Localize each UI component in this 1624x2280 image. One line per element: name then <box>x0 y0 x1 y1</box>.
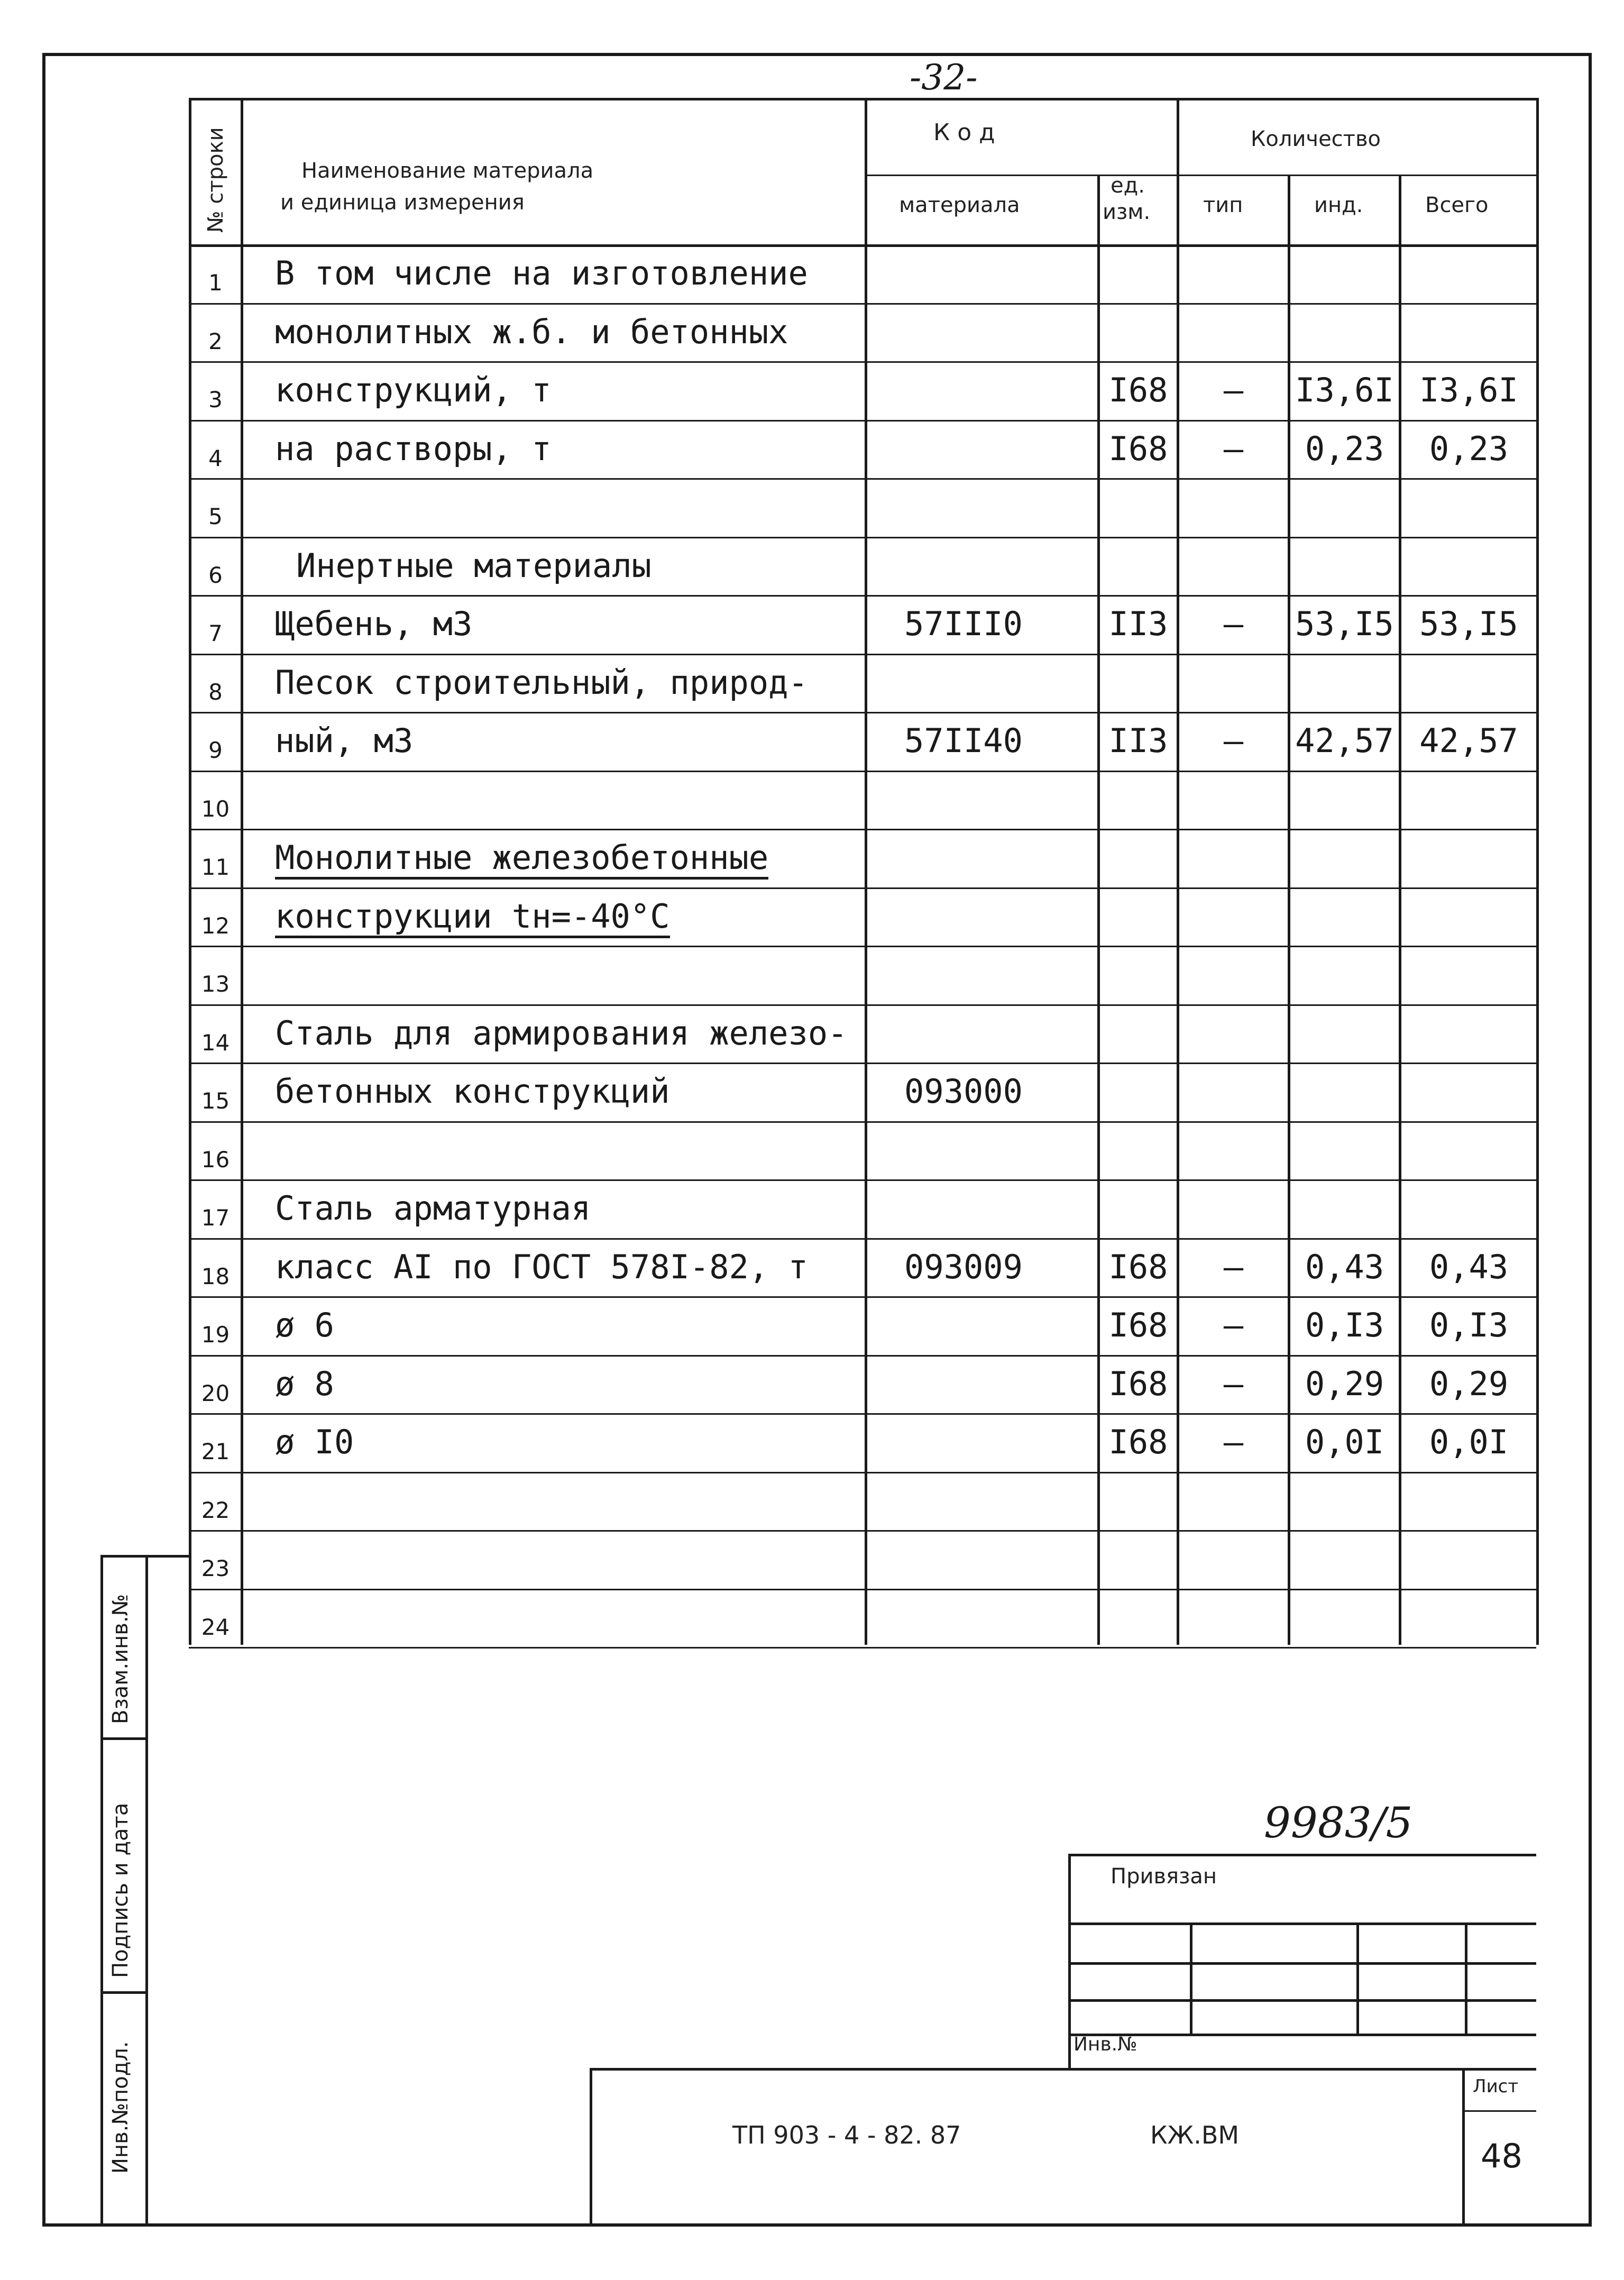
row-line <box>189 361 1536 363</box>
row-number: 24 <box>201 1614 230 1640</box>
row-unit: I68 <box>1108 1365 1168 1403</box>
row-tip: – <box>1223 605 1244 643</box>
row-ind: I3,6I <box>1295 371 1394 409</box>
row-line <box>189 303 1536 305</box>
row-unit: I68 <box>1108 1248 1168 1286</box>
row-line <box>189 1647 1536 1649</box>
header-name-1: Наименование материала <box>301 159 594 183</box>
row-line <box>189 1530 1536 1532</box>
row-unit: II3 <box>1108 605 1168 643</box>
row-line <box>189 1413 1536 1415</box>
row-line <box>189 420 1536 422</box>
row-line <box>189 946 1536 947</box>
row-line <box>189 1063 1536 1064</box>
header-tip: тип <box>1203 193 1243 217</box>
row-line <box>189 654 1536 655</box>
row-number: 11 <box>201 854 230 880</box>
row-line <box>865 175 1536 176</box>
row-line <box>189 478 1536 480</box>
row-number: 15 <box>201 1088 230 1114</box>
handwritten-number: 9983/5 <box>1264 1798 1413 1847</box>
row-name: монолитных ж.б. и бетонных <box>275 313 788 351</box>
row-name: В том числе на изготовление <box>275 254 808 292</box>
stamp-sign-date: Подпись и дата <box>108 1802 133 1978</box>
row-ind: 0,I3 <box>1305 1306 1384 1344</box>
row-number: 10 <box>201 796 230 822</box>
row-total: 42,57 <box>1419 721 1518 760</box>
row-code: 57III0 <box>904 605 1023 643</box>
header-name-2: и единица измерения <box>280 190 525 215</box>
row-total: 0,0I <box>1429 1423 1509 1461</box>
stamp-vzam-inv: Взам.инв.№ <box>108 1594 133 1724</box>
row-number: 20 <box>201 1380 230 1406</box>
title-line <box>590 2068 1536 2071</box>
row-number: 14 <box>201 1030 230 1056</box>
row-name: класс AI по ГОСТ 578I-82, т <box>275 1248 808 1286</box>
sheet-label: Лист <box>1473 2076 1519 2097</box>
sheet-number: 48 <box>1481 2137 1522 2175</box>
col-line <box>1536 98 1539 1645</box>
row-line <box>189 712 1536 713</box>
row-name: Инертные материалы <box>296 546 652 585</box>
row-tip: – <box>1223 1248 1244 1286</box>
row-total: 0,43 <box>1429 1248 1509 1286</box>
row-number: 6 <box>208 562 223 588</box>
title-line <box>590 2068 592 2227</box>
page-number: -32- <box>910 57 978 98</box>
title-line <box>1068 1854 1536 1856</box>
title-line <box>1356 1922 1359 2034</box>
row-number: 13 <box>201 971 230 997</box>
row-total: 0,I3 <box>1429 1306 1509 1344</box>
row-line <box>189 829 1536 830</box>
stamp-line <box>100 1555 103 2227</box>
row-number: 23 <box>201 1555 230 1581</box>
inv-no-label: Инв.№ <box>1074 2034 1137 2055</box>
row-number: 12 <box>201 913 230 939</box>
row-total: 0,29 <box>1429 1365 1509 1403</box>
header-ind: инд. <box>1314 193 1363 217</box>
row-unit: I68 <box>1108 429 1168 468</box>
row-tip: – <box>1223 1306 1244 1344</box>
row-tip: – <box>1223 1365 1244 1403</box>
title-line <box>1068 2034 1536 2036</box>
row-number: 19 <box>201 1322 230 1348</box>
row-line <box>189 887 1536 889</box>
row-name: Монолитные железобетонные <box>275 838 768 880</box>
row-name: ø I0 <box>275 1423 354 1461</box>
row-number: 9 <box>208 737 223 763</box>
title-line <box>1190 1922 1192 2034</box>
title-line <box>1462 2110 1536 2112</box>
row-ind: 0,43 <box>1305 1248 1384 1286</box>
row-ind: 53,I5 <box>1295 605 1394 643</box>
row-ind: 0,23 <box>1305 429 1384 468</box>
row-name: Сталь арматурная <box>275 1189 591 1228</box>
row-line <box>189 1121 1536 1123</box>
row-name: бетонных конструкций <box>275 1072 670 1111</box>
row-ind: 0,29 <box>1305 1365 1384 1403</box>
row-number: 16 <box>201 1147 230 1173</box>
doc-mark: КЖ.ВМ <box>1150 2121 1240 2149</box>
row-tip: – <box>1223 371 1244 409</box>
row-number: 3 <box>208 387 223 413</box>
row-name: ø 8 <box>275 1365 334 1403</box>
row-tip: – <box>1223 721 1244 760</box>
row-name: на растворы, т <box>275 429 552 468</box>
header-row-no: № строки <box>204 127 228 233</box>
row-name: Сталь для армирования железо- <box>275 1014 848 1052</box>
row-line <box>189 1179 1536 1181</box>
row-line <box>189 1355 1536 1357</box>
header-total: Всего <box>1425 193 1489 217</box>
row-line <box>189 537 1536 538</box>
privyazan-label: Привязан <box>1111 1864 1217 1889</box>
row-unit: I68 <box>1108 1306 1168 1344</box>
row-name: конструкций, т <box>275 371 552 409</box>
row-name: ный, м3 <box>275 721 414 760</box>
row-name: конструкции tн=-40°C <box>275 897 670 938</box>
stamp-line <box>100 1991 145 1994</box>
row-line <box>189 98 1536 100</box>
row-total: I3,6I <box>1419 371 1518 409</box>
header-quantity: Количество <box>1251 127 1381 151</box>
row-code: 093000 <box>904 1072 1023 1111</box>
row-line <box>189 1589 1536 1590</box>
row-number: 22 <box>201 1497 230 1523</box>
row-tip: – <box>1223 1423 1244 1461</box>
row-line <box>189 1296 1536 1298</box>
row-number: 7 <box>208 620 223 646</box>
row-tip: – <box>1223 429 1244 468</box>
header-material: материала <box>899 193 1020 217</box>
doc-code: ТП 903 - 4 - 82. 87 <box>732 2121 961 2149</box>
row-line <box>189 595 1536 597</box>
row-name: ø 6 <box>275 1306 334 1344</box>
row-line <box>189 1004 1536 1006</box>
stamp-line <box>100 1737 145 1740</box>
row-line <box>189 771 1536 772</box>
row-unit: I68 <box>1108 1423 1168 1461</box>
row-number: 1 <box>208 270 223 296</box>
row-number: 5 <box>208 503 223 529</box>
row-number: 18 <box>201 1263 230 1289</box>
row-ind: 42,57 <box>1295 721 1394 760</box>
title-line <box>1462 2068 1465 2227</box>
row-total: 53,I5 <box>1419 605 1518 643</box>
row-line <box>189 1472 1536 1473</box>
row-number: 2 <box>208 328 223 354</box>
stamp-inv-orig: Инв.№подл. <box>108 2041 133 2174</box>
title-line <box>1465 1922 1467 2034</box>
row-unit: II3 <box>1108 721 1168 760</box>
stamp-line <box>145 1555 148 2227</box>
row-number: 8 <box>208 679 223 705</box>
row-code: 093009 <box>904 1248 1023 1286</box>
row-line <box>189 244 1536 247</box>
header-unit-1: ед. <box>1111 173 1145 198</box>
row-name: Щебень, м3 <box>275 605 473 643</box>
stamp-line <box>100 1555 189 1558</box>
header-unit-2: изм. <box>1103 200 1151 224</box>
row-number: 17 <box>201 1205 230 1231</box>
row-unit: I68 <box>1108 371 1168 409</box>
row-line <box>189 1238 1536 1240</box>
row-ind: 0,0I <box>1305 1423 1384 1461</box>
row-total: 0,23 <box>1429 429 1509 468</box>
row-name: Песок строительный, природ- <box>275 663 808 702</box>
header-code: К о д <box>933 119 995 146</box>
row-number: 21 <box>201 1439 230 1464</box>
row-code: 57II40 <box>904 721 1023 760</box>
row-number: 4 <box>208 445 223 471</box>
